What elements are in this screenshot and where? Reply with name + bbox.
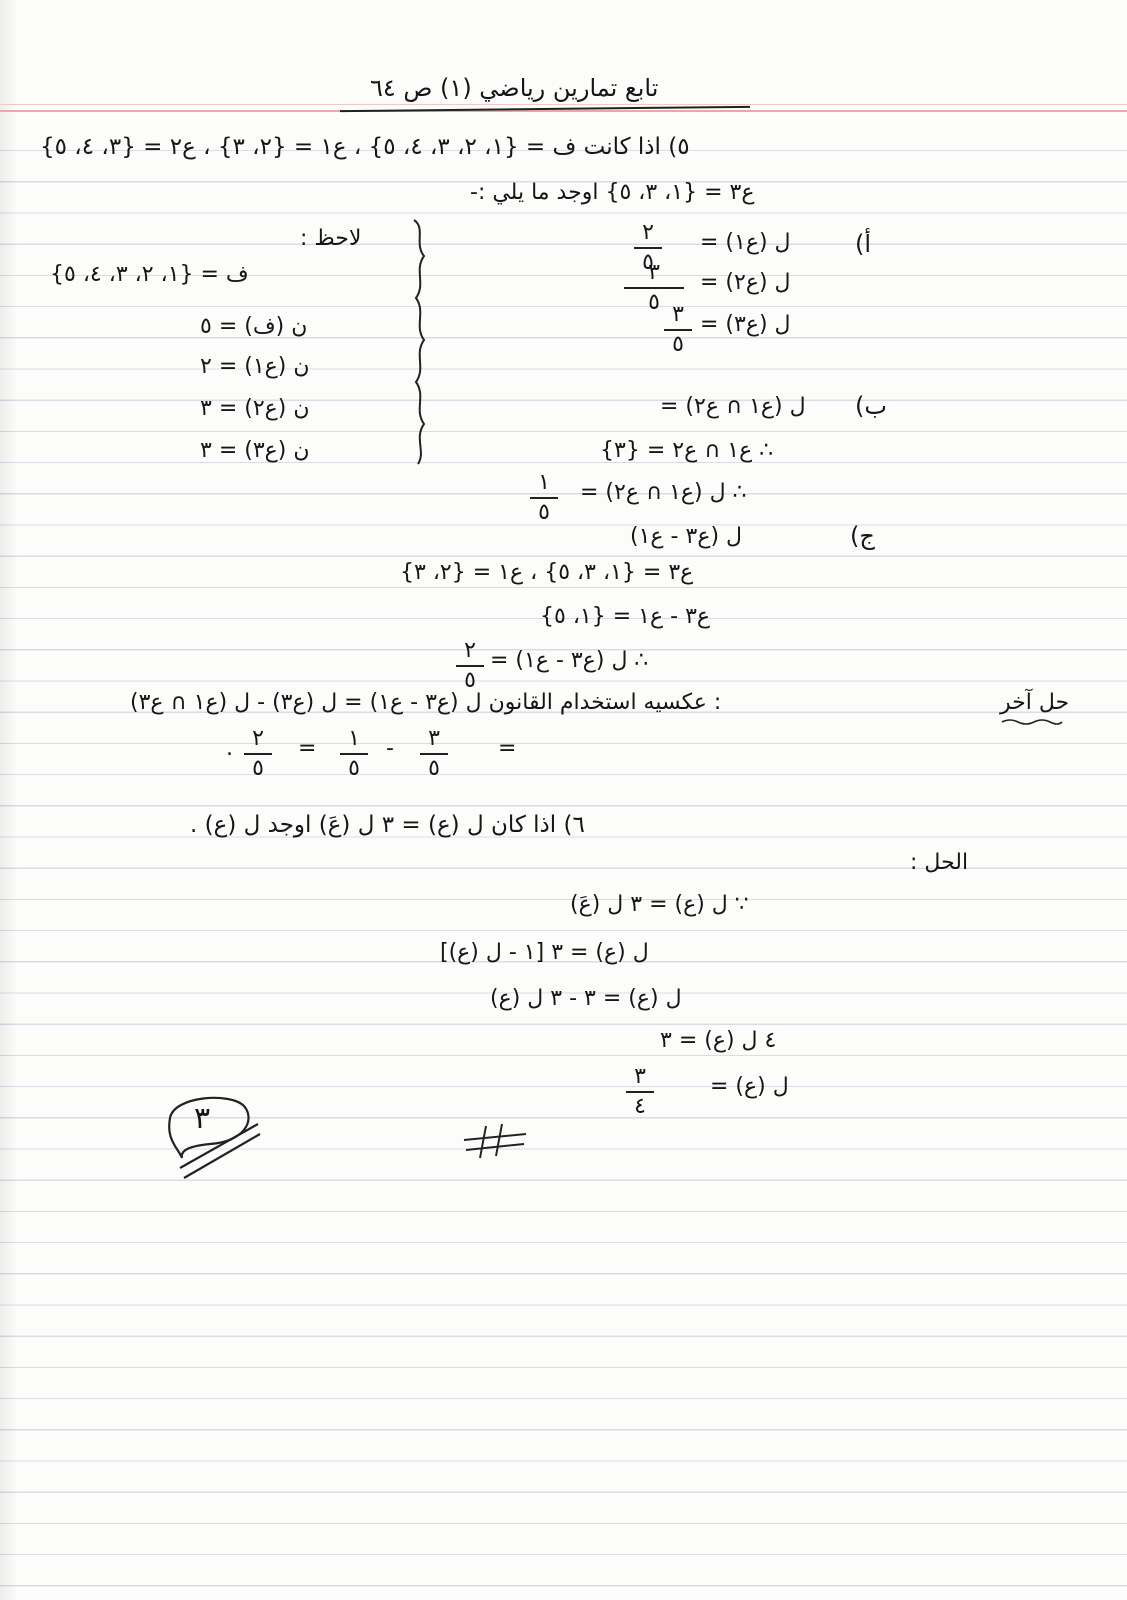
- grade-stamp: [160, 1088, 270, 1198]
- q5-c-line3: ع٣ - ع١ = {١، ٥}: [540, 604, 711, 629]
- alt-solution-rest: : عكسيه استخدام القانون ل (ع٣ - ع١) = ل (ع٣) - ل (ع١ ∩ ع٣): [130, 690, 722, 715]
- note-line5: ن (ع٣) = ٣: [200, 438, 310, 463]
- q5-b-line2: ∴ ع١ ∩ ع٢ = {٣}: [600, 438, 774, 463]
- denominator: ٤: [634, 1094, 646, 1119]
- q5-c-line4: ∴ ل (ع٣ - ع١) =: [490, 648, 649, 673]
- alt-minus: -: [386, 736, 394, 761]
- note-line4: ن (ع٢) = ٣: [200, 396, 310, 421]
- alt-eq: =: [498, 736, 517, 761]
- q5-a-line3: ل (ع٣) =: [700, 312, 791, 337]
- denominator: ٥: [428, 756, 440, 781]
- q5-a-line1: ل (ع١) =: [700, 230, 791, 255]
- note-line3: ن (ع١) = ٢: [200, 354, 310, 379]
- curly-brace: [410, 218, 432, 466]
- alt-frac2: [340, 728, 368, 780]
- q5-c-label: ج): [850, 522, 875, 550]
- alt-label-underline: [1000, 718, 1064, 726]
- numerator: ٣: [648, 260, 660, 285]
- q6-statement: ٦) اذا كان ل (ع) = ٣ ل (عَ) اوجد ل (ع) .: [190, 812, 585, 838]
- denominator: ٥: [648, 290, 660, 315]
- page-title: تابع تمارين رياضي (١) ص ٦٤: [370, 74, 659, 102]
- q5-a-label: أ): [855, 230, 872, 258]
- q5-c-line1: ل (ع٣ - ع١): [630, 524, 742, 549]
- alt-solution-label: حل آخر: [1000, 690, 1070, 715]
- numerator: ١: [348, 726, 360, 751]
- q6-step2: ل (ع) = ٣ [١ - ل (ع)]: [440, 940, 649, 965]
- q5-a-line2: ل (ع٢) =: [700, 270, 791, 295]
- numerator: ٣: [428, 726, 440, 751]
- denominator: ٥: [672, 332, 684, 357]
- denominator: ٥: [348, 756, 360, 781]
- q5-c-line2: ع٣ = {١، ٣، ٥} ، ع١ = {٢، ٣}: [400, 560, 694, 585]
- grade-mark: ٣: [194, 1101, 211, 1136]
- denominator: ٥: [252, 756, 264, 781]
- margin-line: [0, 110, 1127, 112]
- numerator: ٢: [464, 638, 476, 663]
- alt-frac1: [420, 728, 448, 780]
- margin-line-top: [0, 104, 1127, 105]
- q6-step5: ل (ع) =: [710, 1074, 789, 1099]
- q5-b-line1: ل (ع١ ∩ ع٢) =: [660, 394, 806, 419]
- q6-step4: ٤ ل (ع) = ٣: [660, 1028, 777, 1053]
- q5-a-frac3: [664, 304, 692, 356]
- end-hash-mark: [460, 1122, 530, 1162]
- numerator: ١: [538, 470, 550, 495]
- alt-dot: .: [226, 736, 233, 761]
- numerator: ٢: [642, 220, 654, 245]
- alt-frac3: [244, 728, 272, 780]
- denominator: ٥: [642, 250, 654, 275]
- q5-b-label: ب): [855, 392, 887, 420]
- numerator: ٣: [672, 302, 684, 327]
- alt-eq2: =: [298, 736, 317, 761]
- note-line1: ف = {١، ٢، ٣، ٤، ٥}: [50, 262, 249, 287]
- q5-statement: ٥) اذا كانت ف = {١، ٢، ٣، ٤، ٥} ، ع١ = {٢، ٣} ، ع٢ = {٣، ٤، ٥}: [40, 134, 690, 160]
- numerator: ٢: [252, 726, 264, 751]
- denominator: ٥: [538, 500, 550, 525]
- q6-solution-head: الحل :: [910, 850, 969, 875]
- denominator: ٥: [464, 668, 476, 693]
- q6-step1: ∵ ل (ع) = ٣ ل (عَ): [570, 892, 749, 917]
- q5-statement-2: ع٣ = {١، ٣، ٥} اوجد ما يلي :-: [470, 180, 755, 205]
- q5-b-line3: ∴ ل (ع١ ∩ ع٢) =: [580, 480, 747, 505]
- q5-b-frac: [530, 472, 558, 524]
- note-heading: لاحظ :: [300, 226, 362, 251]
- numerator: ٣: [634, 1064, 646, 1089]
- q6-frac: [626, 1066, 654, 1118]
- note-line2: ن (ف) = ٥: [200, 314, 308, 339]
- q6-step3: ل (ع) = ٣ - ٣ ل (ع): [490, 986, 682, 1011]
- q5-c-frac: [456, 640, 484, 692]
